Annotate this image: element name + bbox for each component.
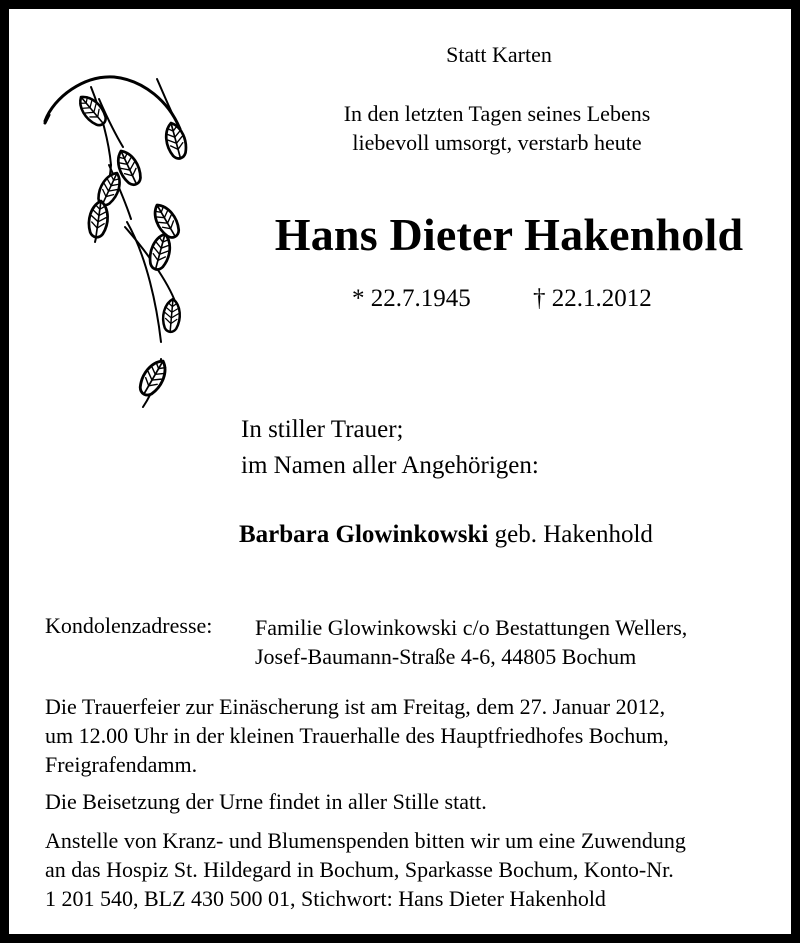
intro-text bbox=[279, 99, 715, 157]
paragraph-line: 1 201 540, BLZ 430 500 01, Stichwort: Hans Dieter Hakenhold bbox=[45, 886, 606, 911]
header-statt-karten: Statt Karten bbox=[446, 42, 552, 67]
mourning-line: im Namen aller Angehörigen: bbox=[241, 452, 539, 479]
paragraph-line: um 12.00 Uhr in der kleinen Trauerhalle des Hauptfriedhofes Bochum, bbox=[45, 723, 669, 748]
donation-info bbox=[45, 826, 686, 913]
signer-name: Barbara Glowinkowski bbox=[239, 521, 489, 548]
intro-line: liebevoll umsorgt, verstarb heute bbox=[352, 130, 642, 155]
intro-line: In den letzten Tagen seines Lebens bbox=[343, 101, 651, 126]
address-line: Familie Glowinkowski c/o Bestattungen Wellers, bbox=[255, 615, 688, 640]
paragraph-line: Die Trauerfeier zur Einäscherung ist am Freitag, dem 27. Januar 2012, bbox=[45, 694, 666, 719]
birth-date: * 22.7.1945 bbox=[352, 285, 471, 312]
deceased-name: Hans Dieter Hakenhold bbox=[274, 209, 744, 260]
condolence-address bbox=[255, 613, 687, 671]
condolence-label: Kondolenzadresse: bbox=[45, 613, 213, 638]
paragraph-line: Freigrafendamm. bbox=[45, 752, 198, 777]
signer bbox=[239, 521, 653, 549]
paragraph-line: an das Hospiz St. Hildegard in Bochum, Sparkasse Bochum, Konto-Nr. bbox=[45, 857, 674, 882]
mourning-line: In stiller Trauer; bbox=[241, 416, 404, 443]
signer-maiden-name: geb. Hakenhold bbox=[494, 521, 653, 548]
mourning-text bbox=[241, 412, 539, 484]
birch-branch-icon bbox=[39, 67, 239, 429]
paragraph-line: Anstelle von Kranz- und Blumenspenden bitten wir um eine Zuwendung bbox=[45, 828, 686, 853]
funeral-info bbox=[45, 692, 669, 779]
death-date: † 22.1.2012 bbox=[533, 285, 652, 312]
burial-info bbox=[45, 787, 487, 816]
address-line: Josef-Baumann-Straße 4-6, 44805 Bochum bbox=[255, 644, 637, 669]
paragraph-line: Die Beisetzung der Urne findet in aller Stille statt. bbox=[45, 789, 487, 814]
